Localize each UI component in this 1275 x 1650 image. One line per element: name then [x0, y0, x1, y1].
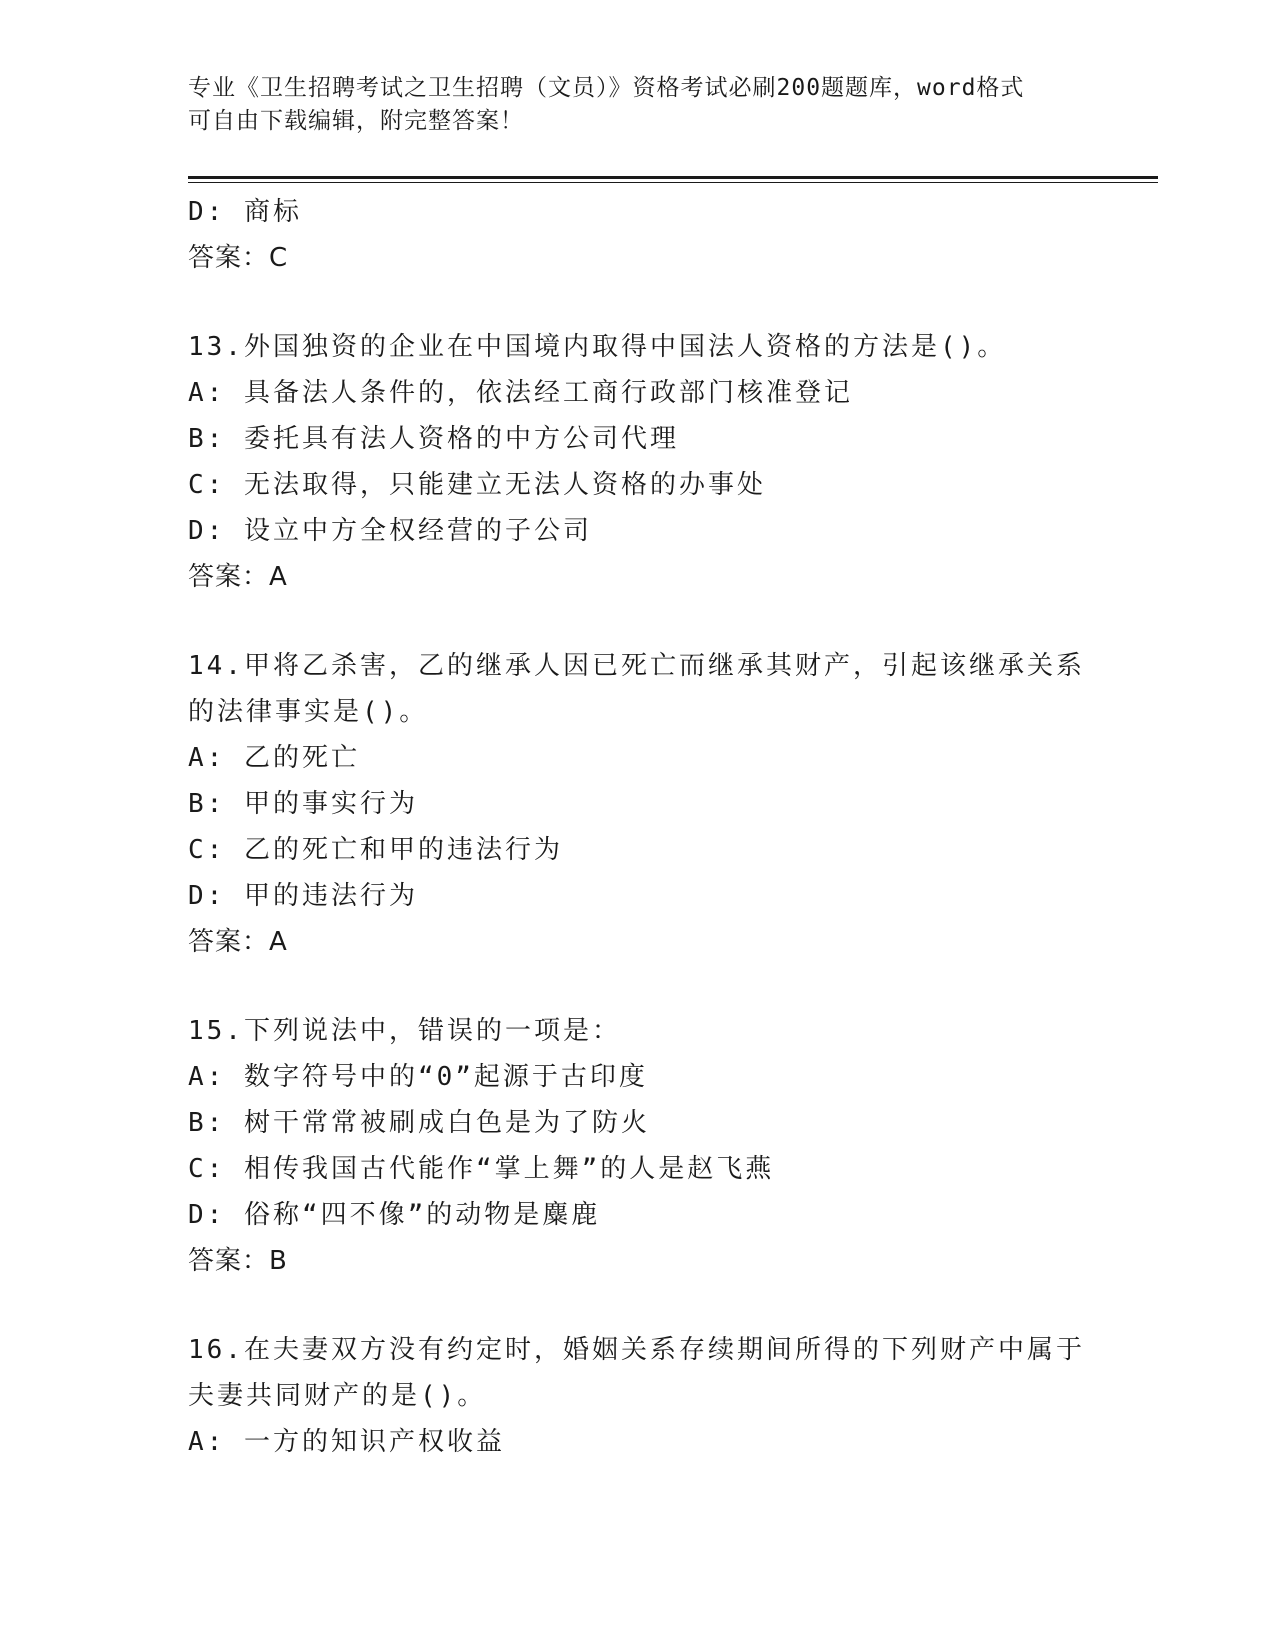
- question-stem: 13.外国独资的企业在中国境内取得中国法人资格的方法是()。: [188, 332, 1007, 362]
- header-divider-thick: [188, 176, 1158, 179]
- answer: 答案：C: [188, 243, 289, 273]
- answer: 答案：A: [188, 927, 288, 957]
- option-d: D: 俗称“四不像”的动物是麋鹿: [188, 1200, 601, 1230]
- option-d: D: 商标: [188, 197, 302, 227]
- header-line-2: 可自由下载编辑，附完整答案！: [188, 108, 524, 134]
- spacer: [188, 600, 1088, 643]
- spacer: [188, 281, 1088, 324]
- question-stem-line-2: 夫妻共同财产的是()。: [188, 1381, 487, 1411]
- header-line-1: 专业《卫生招聘考试之卫生招聘（文员）》资格考试必刷200题题库，word格式: [188, 75, 1025, 101]
- spacer: [188, 965, 1088, 1008]
- option-a: A: 具备法人条件的，依法经工商行政部门核准登记: [188, 378, 853, 408]
- question-stem: 15.下列说法中，错误的一项是：: [188, 1016, 621, 1046]
- option-d: D: 设立中方全权经营的子公司: [188, 516, 592, 546]
- answer: 答案：A: [188, 562, 288, 592]
- option-a: A: 数字符号中的“0”起源于古印度: [188, 1062, 648, 1092]
- answer: 答案：B: [188, 1246, 288, 1276]
- spacer: [188, 1284, 1088, 1327]
- option-b: B: 委托具有法人资格的中方公司代理: [188, 424, 679, 454]
- option-c: C: 相传我国古代能作“掌上舞”的人是赵飞燕: [188, 1154, 775, 1184]
- question-16: [188, 1327, 1088, 1465]
- option-c: C: 无法取得，只能建立无法人资格的办事处: [188, 470, 766, 500]
- option-a: A: 一方的知识产权收益: [188, 1427, 505, 1457]
- option-b: B: 树干常常被刷成白色是为了防火: [188, 1108, 650, 1138]
- question-14: [188, 643, 1088, 965]
- option-c: C: 乙的死亡和甲的违法行为: [188, 835, 563, 865]
- question-15: [188, 1008, 1088, 1284]
- question-list: [188, 189, 1088, 1465]
- question-stem-line-1: 16.在夫妻双方没有约定时，婚姻关系存续期间所得的下列财产中属于: [188, 1335, 1085, 1365]
- document-header: [188, 72, 1068, 138]
- question-stem-line-1: 14.甲将乙杀害，乙的继承人因已死亡而继承其财产，引起该继承关系: [188, 651, 1085, 681]
- option-a: A: 乙的死亡: [188, 743, 360, 773]
- question-stem-line-2: 的法律事实是()。: [188, 697, 429, 727]
- question-13: [188, 324, 1088, 600]
- header-divider-thin: [188, 182, 1158, 183]
- option-d: D: 甲的违法行为: [188, 881, 418, 911]
- option-b: B: 甲的事实行为: [188, 789, 418, 819]
